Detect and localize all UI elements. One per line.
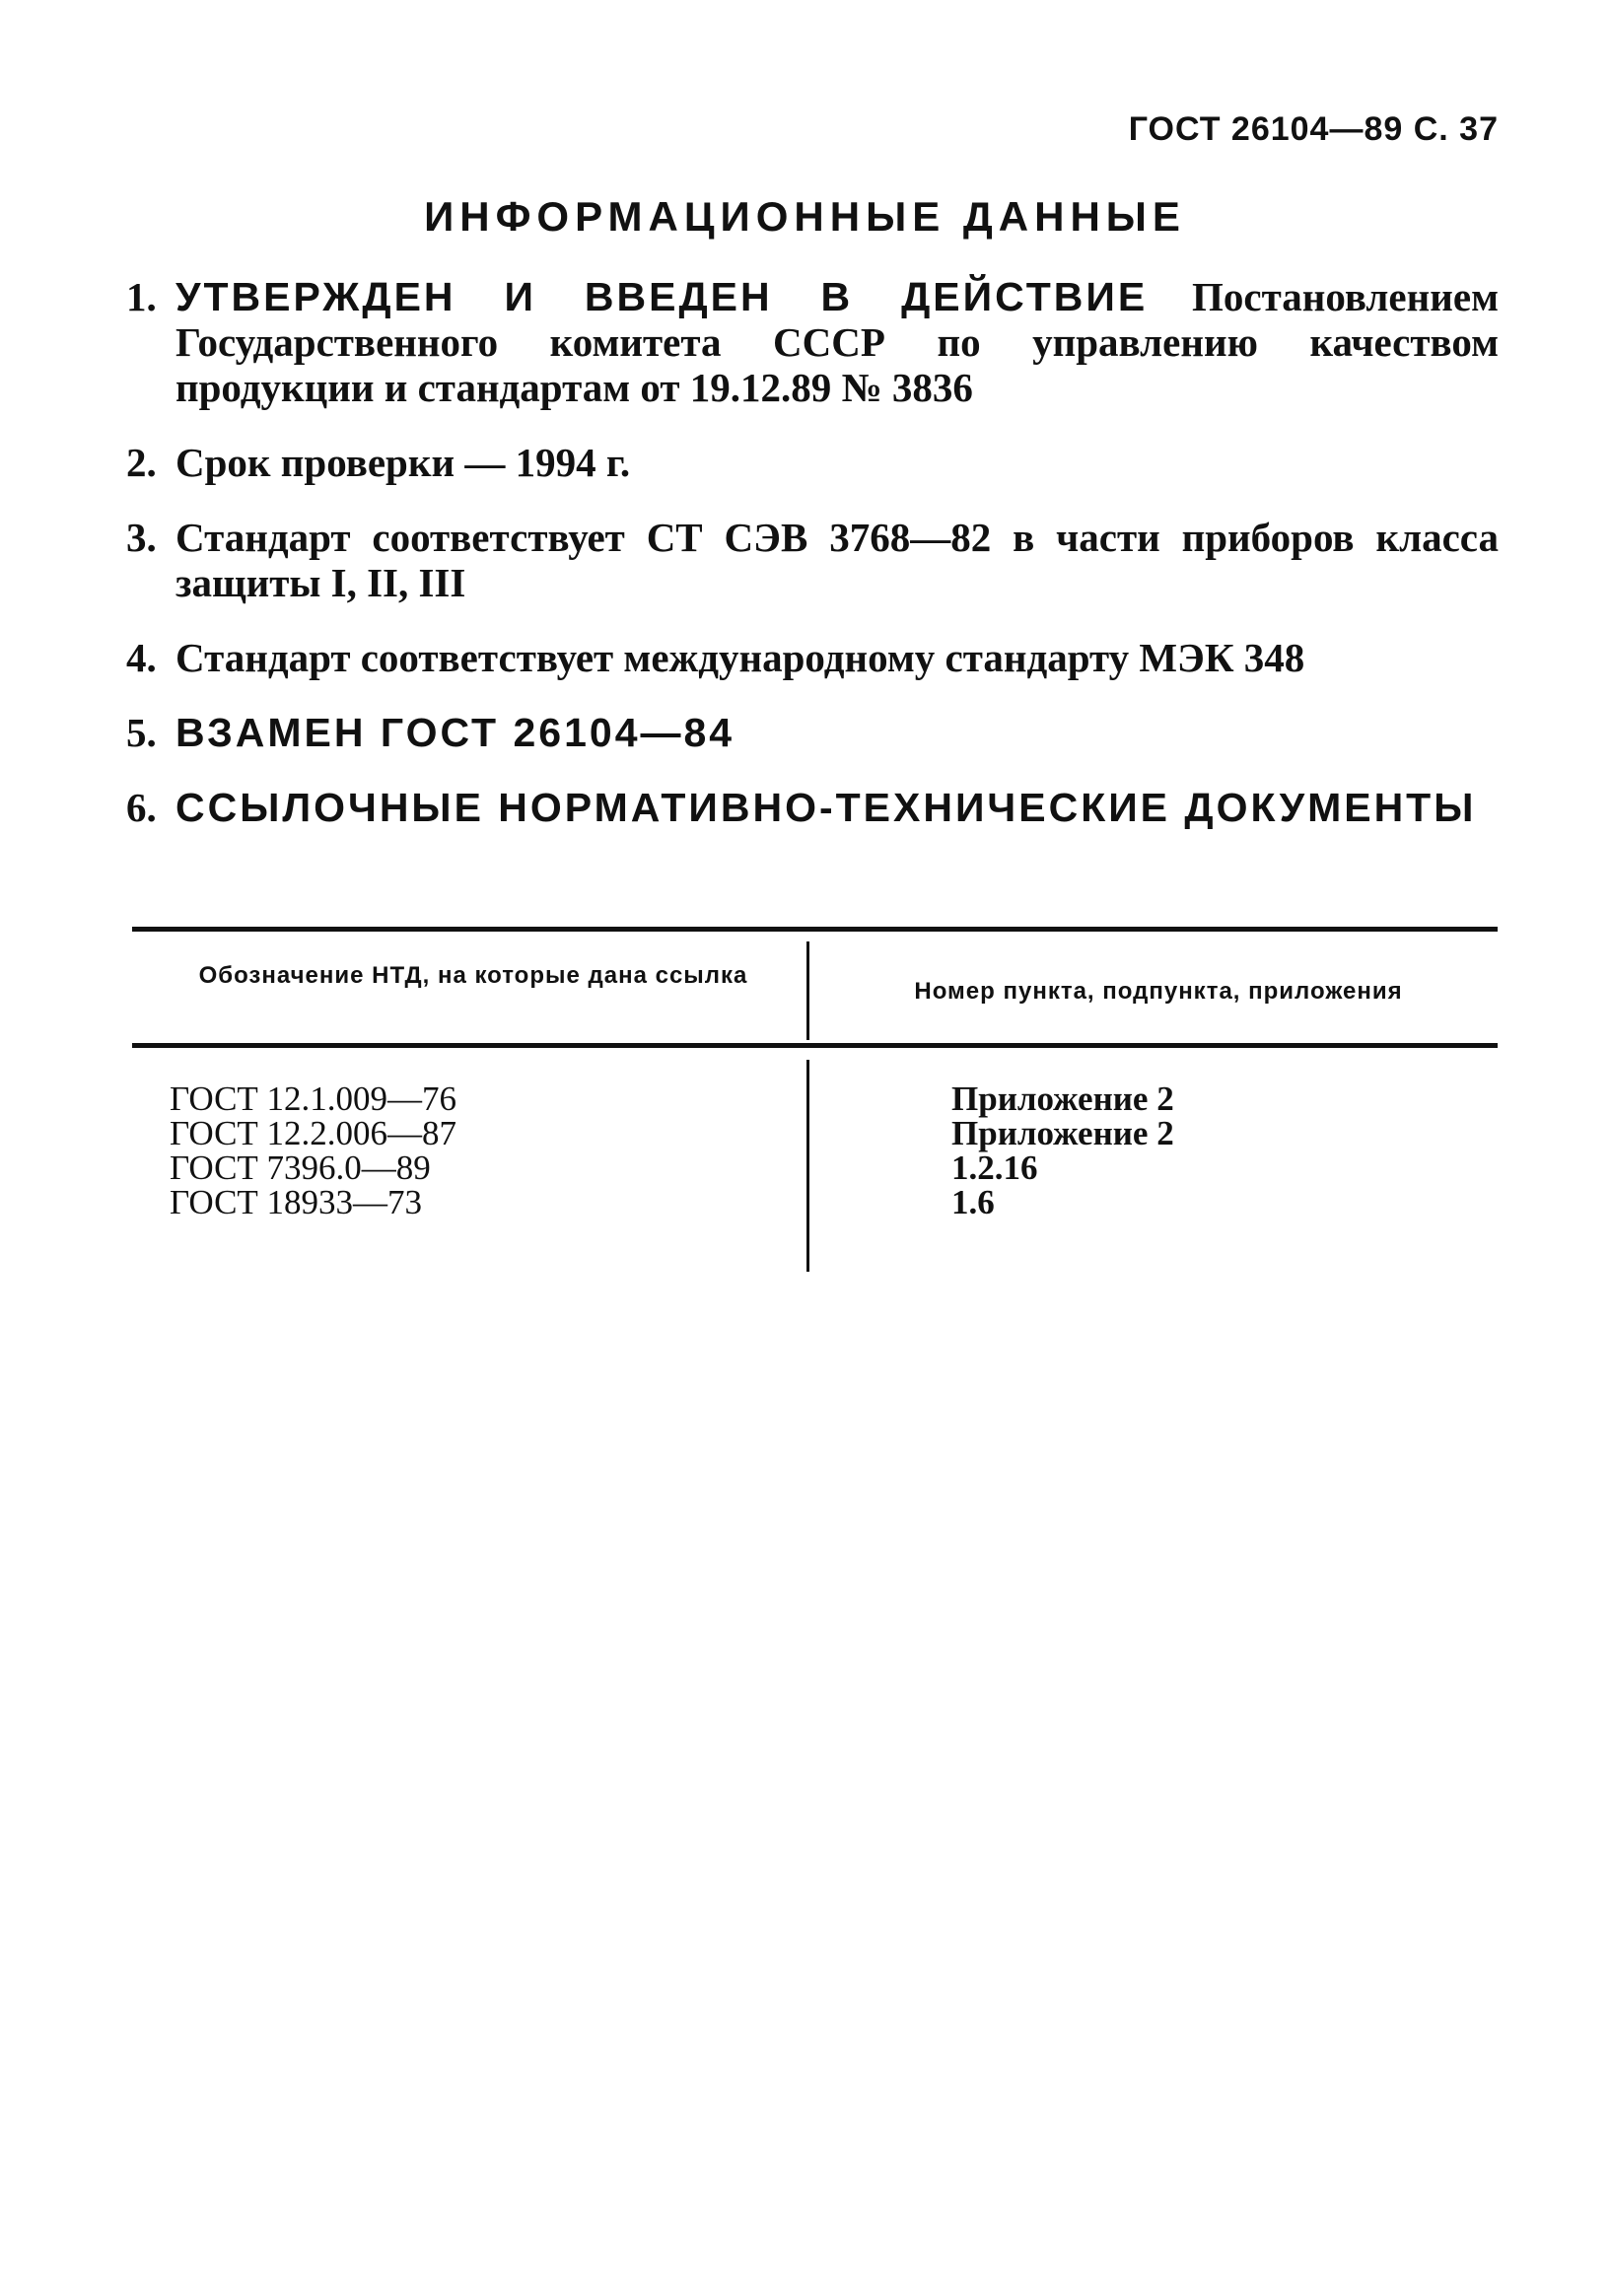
page-title: ИНФОРМАЦИОННЫЕ ДАННЫЕ: [424, 193, 1186, 240]
list-item: [126, 274, 1499, 410]
item-number: 6.: [126, 785, 157, 830]
list-item: [126, 710, 1499, 755]
info-list: [126, 274, 1499, 860]
list-item: [126, 515, 1499, 605]
item-number: 4.: [126, 635, 157, 680]
item-number: 2.: [126, 440, 157, 485]
table-cell-clause: Приложение 2: [951, 1114, 1174, 1152]
item-body: Стандарт соответствует международному стандарту МЭК 348: [175, 635, 1305, 680]
clause-column: [951, 1081, 1174, 1219]
table-header-divider: [806, 941, 809, 1040]
table-cell-clause: 1.2.16: [951, 1148, 1038, 1187]
list-item: [126, 635, 1499, 680]
item-text: [175, 274, 1499, 410]
table-cell-document: ГОСТ 12.1.009—76: [170, 1079, 457, 1118]
table-cell-clause: Приложение 2: [951, 1079, 1174, 1118]
item-body: Стандарт соответствует СТ СЭВ 3768—82 в части приборов класса защиты I, II, III: [175, 515, 1499, 605]
table-body-divider: [806, 1060, 809, 1272]
column-header-document: Обозначение НТД, на которые дана ссылка: [198, 962, 748, 989]
table-cell-document: ГОСТ 18933—73: [170, 1183, 423, 1221]
item-lead: ВЗАМЕН ГОСТ 26104—84: [175, 710, 735, 755]
table-cell-document: ГОСТ 12.2.006—87: [170, 1114, 457, 1152]
table-header-rule: [132, 1043, 1498, 1048]
page-header: ГОСТ 26104—89 С. 37: [1128, 110, 1499, 148]
table-cell-document: ГОСТ 7396.0—89: [170, 1148, 431, 1187]
table-cell-clause: 1.6: [951, 1183, 995, 1221]
item-number: 5.: [126, 710, 157, 755]
item-body: Срок проверки — 1994 г.: [175, 440, 631, 485]
column-header-clause: Номер пункта, подпункта, приложения: [914, 978, 1403, 1005]
item-number: 1.: [126, 274, 157, 319]
item-lead: ССЫЛОЧНЫЕ НОРМАТИВНО-ТЕХНИЧЕСКИЕ ДОКУМЕНТЫ: [175, 785, 1477, 830]
item-body: Постановлением Государственного комитета СССР по управлению качеством продукции и стандартам от 19.12.89 № 3836: [175, 274, 1500, 410]
table-top-rule: [132, 927, 1498, 932]
item-lead: УТВЕРЖДЕН И ВВЕДЕН В ДЕЙСТВИЕ: [175, 274, 1149, 319]
item-number: 3.: [126, 515, 157, 560]
list-item: [126, 785, 1499, 830]
document-column: [170, 1081, 456, 1219]
list-item: [126, 440, 1499, 485]
